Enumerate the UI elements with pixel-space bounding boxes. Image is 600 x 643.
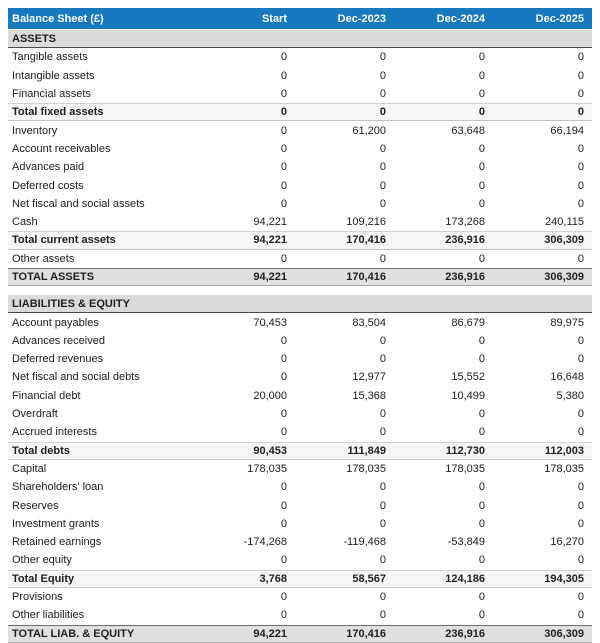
cell-value: 63,648 — [451, 124, 485, 137]
table-row-item — [8, 551, 592, 569]
cell-value: 0 — [379, 51, 386, 64]
table-row-subtotal — [8, 570, 592, 588]
cell-value: 0 — [577, 481, 584, 494]
row-label: Total fixed assets — [12, 106, 104, 119]
table-row-section — [8, 30, 592, 48]
cell-value: 15,368 — [352, 389, 386, 402]
cell-value: 0 — [280, 334, 287, 347]
table-body — [8, 30, 592, 643]
cell-value: 61,200 — [352, 124, 386, 137]
cell-value: 0 — [280, 197, 287, 210]
cell-value: 0 — [478, 481, 485, 494]
table-row-item — [8, 250, 592, 268]
table-row-section — [8, 295, 592, 313]
cell-value: 173,268 — [445, 216, 485, 229]
row-label: Other liabilities — [12, 609, 85, 622]
cell-value: 12,977 — [352, 371, 386, 384]
row-label: Shareholders' loan — [12, 481, 104, 494]
cell-value: 0 — [577, 197, 584, 210]
cell-value: 0 — [478, 161, 485, 174]
row-label: Reserves — [12, 499, 59, 512]
cell-value: 0 — [478, 142, 485, 155]
cell-value: 66,194 — [550, 124, 584, 137]
cell-value: 0 — [379, 161, 386, 174]
cell-value: 0 — [280, 51, 287, 64]
table-row-item — [8, 460, 592, 478]
cell-value: 0 — [478, 426, 485, 439]
cell-value: 0 — [379, 69, 386, 82]
table-row-subtotal — [8, 103, 592, 121]
table-row-item — [8, 387, 592, 405]
cell-value: 0 — [478, 499, 485, 512]
row-label: Total debts — [12, 444, 70, 457]
column-header-dec-2024: Dec-2024 — [436, 12, 485, 25]
cell-value: 112,003 — [544, 444, 584, 457]
cell-value: 0 — [577, 334, 584, 347]
cell-value: 178,035 — [544, 462, 584, 475]
cell-value: 170,416 — [346, 271, 386, 283]
row-label: Total Equity — [12, 572, 75, 585]
row-label: Financial debt — [12, 389, 81, 402]
cell-value: 124,186 — [445, 572, 485, 585]
cell-value: 0 — [577, 609, 584, 622]
cell-value: 0 — [379, 106, 386, 119]
table-row-item — [8, 423, 592, 441]
table-row-item — [8, 478, 592, 496]
cell-value: 16,648 — [550, 371, 584, 384]
cell-value: 306,309 — [544, 271, 584, 283]
table-row-item — [8, 48, 592, 66]
cell-value: 94,221 — [253, 216, 287, 229]
cell-value: 0 — [577, 499, 584, 512]
cell-value: 94,221 — [253, 271, 287, 283]
cell-value: 89,975 — [550, 316, 584, 329]
column-header-start: Start — [261, 12, 287, 25]
row-label: Other assets — [12, 252, 75, 265]
table-row-grandtotal — [8, 268, 592, 286]
cell-value: 0 — [577, 179, 584, 192]
cell-value: 0 — [478, 609, 485, 622]
cell-value: 0 — [379, 197, 386, 210]
row-label: Deferred costs — [12, 179, 84, 192]
row-label: Accrued interests — [12, 426, 97, 439]
cell-value: 86,679 — [451, 316, 485, 329]
cell-value: 0 — [478, 88, 485, 101]
cell-value: 170,416 — [346, 234, 386, 247]
table-row-item — [8, 213, 592, 231]
row-label: Account receivables — [12, 142, 111, 155]
row-label: Tangible assets — [12, 51, 88, 64]
cell-value: 0 — [478, 179, 485, 192]
cell-value: 0 — [280, 591, 287, 604]
cell-value: 0 — [478, 517, 485, 530]
cell-value: 0 — [379, 499, 386, 512]
cell-value: 0 — [379, 252, 386, 265]
table-row-subtotal — [8, 442, 592, 460]
cell-value: 112,730 — [445, 444, 485, 457]
table-row-item — [8, 195, 592, 213]
cell-value: 0 — [478, 554, 485, 567]
cell-value: 0 — [280, 371, 287, 384]
cell-value: 0 — [478, 252, 485, 265]
row-label: Net fiscal and social assets — [12, 197, 145, 210]
table-row-item — [8, 158, 592, 176]
table-row-item — [8, 533, 592, 551]
cell-value: 0 — [280, 88, 287, 101]
cell-value: 0 — [280, 554, 287, 567]
table-row-item — [8, 313, 592, 331]
table-row-item — [8, 405, 592, 423]
row-label: ASSETS — [12, 32, 57, 45]
row-label: Advances paid — [12, 161, 85, 174]
cell-value: -119,468 — [343, 536, 386, 549]
cell-value: 0 — [379, 517, 386, 530]
cell-value: 0 — [478, 106, 485, 119]
cell-value: 306,309 — [544, 627, 584, 640]
cell-value: 0 — [280, 426, 287, 439]
cell-value: 83,504 — [352, 316, 386, 329]
cell-value: 0 — [577, 51, 584, 64]
cell-value: 0 — [577, 591, 584, 604]
table-row-item — [8, 85, 592, 103]
row-label: Capital — [12, 462, 47, 475]
cell-value: 109,216 — [346, 216, 386, 229]
cell-value: 0 — [577, 408, 584, 421]
row-label: TOTAL ASSETS — [12, 271, 95, 283]
cell-value: 90,453 — [253, 444, 287, 457]
cell-value: 3,768 — [259, 572, 287, 585]
row-label: Deferred revenues — [12, 353, 104, 366]
column-header-dec-2025: Dec-2025 — [535, 12, 584, 25]
cell-value: 70,453 — [253, 316, 287, 329]
cell-value: 0 — [577, 106, 584, 119]
row-label: Total current assets — [12, 234, 116, 247]
cell-value: 0 — [577, 554, 584, 567]
balance-sheet-table — [8, 8, 592, 643]
cell-value: 94,221 — [253, 234, 287, 247]
cell-value: -174,268 — [243, 536, 287, 549]
table-header-row — [8, 8, 592, 30]
cell-value: 0 — [478, 591, 485, 604]
cell-value: 58,567 — [352, 572, 386, 585]
row-label: Intangible assets — [12, 69, 95, 82]
table-row-item — [8, 332, 592, 350]
row-label: LIABILITIES & EQUITY — [12, 297, 130, 310]
cell-value: 0 — [577, 161, 584, 174]
cell-value: 0 — [478, 69, 485, 82]
cell-value: 236,916 — [445, 271, 485, 283]
cell-value: 0 — [280, 106, 287, 119]
cell-value: 170,416 — [346, 627, 386, 640]
cell-value: 0 — [280, 609, 287, 622]
cell-value: 0 — [379, 609, 386, 622]
row-label: Overdraft — [12, 408, 58, 421]
cell-value: 0 — [280, 499, 287, 512]
cell-value: 16,270 — [550, 536, 584, 549]
cell-value: 94,221 — [253, 627, 287, 640]
cell-value: 0 — [577, 517, 584, 530]
table-row-item — [8, 496, 592, 514]
table-row-item — [8, 350, 592, 368]
spacer-row — [8, 286, 592, 295]
cell-value: 0 — [577, 353, 584, 366]
table-row-item — [8, 368, 592, 386]
cell-value: 0 — [379, 591, 386, 604]
cell-value: 0 — [577, 69, 584, 82]
row-label: Inventory — [12, 124, 58, 137]
cell-value: 0 — [379, 334, 386, 347]
cell-value: 240,115 — [545, 216, 584, 229]
row-label: TOTAL LIAB. & EQUITY — [12, 627, 135, 640]
cell-value: 15,552 — [451, 371, 485, 384]
cell-value: 0 — [577, 88, 584, 101]
table-row-grandtotal — [8, 625, 592, 643]
cell-value: 306,309 — [544, 234, 584, 247]
cell-value: 0 — [577, 142, 584, 155]
cell-value: 0 — [478, 353, 485, 366]
cell-value: 0 — [379, 353, 386, 366]
table-row-subtotal — [8, 231, 592, 249]
cell-value: 111,849 — [347, 444, 386, 457]
row-label: Financial assets — [12, 88, 91, 101]
cell-value: 0 — [280, 481, 287, 494]
table-row-item — [8, 606, 592, 624]
cell-value: 0 — [379, 179, 386, 192]
row-label: Net fiscal and social debts — [12, 371, 140, 384]
cell-value: 10,499 — [451, 389, 485, 402]
row-label: Retained earnings — [12, 536, 102, 549]
row-label: Advances received — [12, 334, 105, 347]
cell-value: 178,035 — [346, 462, 386, 475]
cell-value: 0 — [478, 51, 485, 64]
cell-value: 0 — [280, 69, 287, 82]
cell-value: 0 — [280, 179, 287, 192]
cell-value: 20,000 — [253, 389, 287, 402]
table-title: Balance Sheet (£) — [12, 12, 104, 25]
cell-value: 0 — [379, 426, 386, 439]
row-label: Other equity — [12, 554, 72, 567]
table-row-item — [8, 67, 592, 85]
table-row-item — [8, 515, 592, 533]
cell-value: 0 — [280, 124, 287, 137]
column-header-dec-2023: Dec-2023 — [337, 12, 386, 25]
table-row-item — [8, 176, 592, 194]
cell-value: 236,916 — [445, 627, 485, 640]
cell-value: 5,380 — [556, 389, 584, 402]
cell-value: 0 — [280, 517, 287, 530]
cell-value: 0 — [478, 334, 485, 347]
cell-value: 0 — [379, 408, 386, 421]
cell-value: 0 — [478, 408, 485, 421]
row-label: Account payables — [12, 316, 99, 329]
cell-value: 194,305 — [544, 572, 584, 585]
table-row-item — [8, 588, 592, 606]
cell-value: 0 — [280, 408, 287, 421]
cell-value: 0 — [478, 197, 485, 210]
cell-value: 236,916 — [445, 234, 485, 247]
table-row-item — [8, 121, 592, 139]
cell-value: 0 — [280, 161, 287, 174]
cell-value: 0 — [379, 88, 386, 101]
row-label: Investment grants — [12, 517, 100, 530]
cell-value: 0 — [379, 481, 386, 494]
cell-value: 0 — [280, 353, 287, 366]
cell-value: 0 — [280, 142, 287, 155]
cell-value: 0 — [379, 142, 386, 155]
cell-value: 0 — [280, 252, 287, 265]
cell-value: 178,035 — [445, 462, 485, 475]
row-label: Cash — [12, 216, 38, 229]
cell-value: -53,849 — [447, 536, 485, 549]
cell-value: 178,035 — [247, 462, 287, 475]
row-label: Provisions — [12, 591, 63, 604]
cell-value: 0 — [577, 252, 584, 265]
cell-value: 0 — [379, 554, 386, 567]
table-row-item — [8, 140, 592, 158]
cell-value: 0 — [577, 426, 584, 439]
